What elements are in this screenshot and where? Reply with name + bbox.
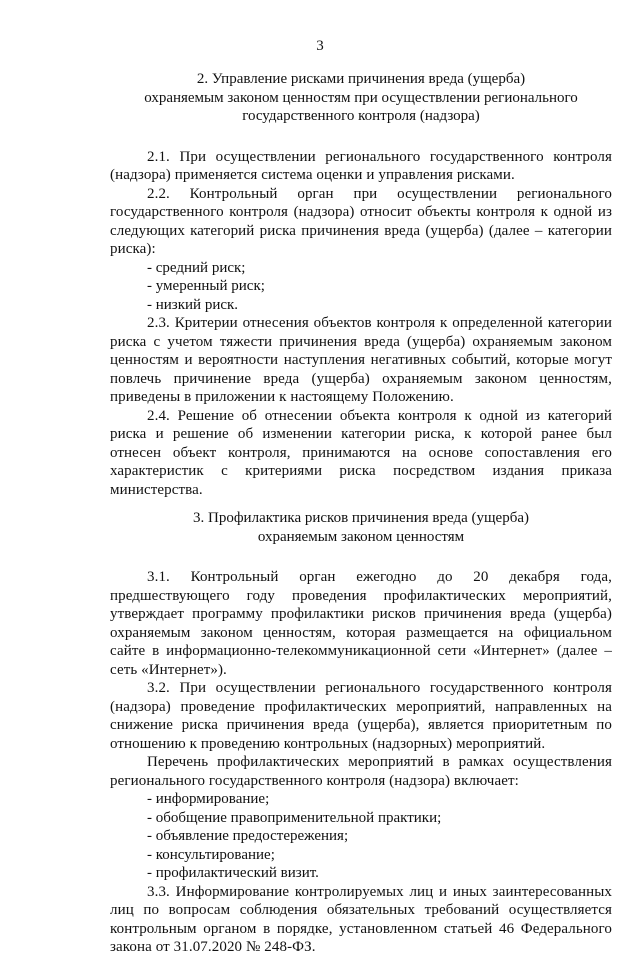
prevention-measure-item: - профилактический визит. (147, 865, 319, 881)
section-2-heading (110, 70, 612, 126)
paragraph-2-2: 2.2. Контрольный орган при осуществлении регионального государственного контроля (надзора) относит объекты контроля к одной из следующих категорий риска причинения вреда (ущерба) (далее – категории риска): (110, 185, 612, 257)
section-3-heading-line-1: 3. Профилактика рисков причинения вреда (ущерба) (193, 510, 529, 526)
prevention-measure-item: - информирование; (147, 791, 270, 807)
section-3-heading (110, 509, 612, 546)
paragraph-2-3: 2.3. Критерии отнесения объектов контроля к определенной категории риска с учетом тяжести причинения вреда (ущерба) охраняемым законом ценностям и вероятности наступления негативных событий, которые могут повлечь причинение вреда (ущерба) охраняемым законом ценностям, приведены в приложении к настоящему Положению. (110, 315, 612, 405)
prevention-measure-item: - объявление предостережения; (147, 828, 349, 844)
paragraph-2-1: 2.1. При осуществлении регионального государственного контроля (надзора) применяется система оценки и управления рисками. (110, 148, 612, 183)
paragraph-3-2: 3.2. При осуществлении регионального государственного контроля (надзора) проведение профилактических мероприятий, направленных на снижение риска причинения вреда (ущерба), является приоритетным по отношению к проведению контрольных (надзорных) мероприятий. (110, 680, 612, 752)
section-3-heading-line-2: охраняемым законом ценностям (257, 528, 465, 545)
document-body (110, 70, 612, 957)
prevention-list-intro: Перечень профилактических мероприятий в рамках осуществления регионального государственного контроля (надзора) включает: (110, 754, 612, 789)
risk-category-item: - умеренный риск; (147, 278, 265, 294)
section-2-heading-line-3: государственного контроля (надзора) (242, 108, 480, 124)
paragraph-3-3: 3.3. Информирование контролируемых лиц и иных заинтересованных лиц по вопросам соблюдения обязательных требований осуществляется контрольным органом в порядке, установленном статьей 46 Федерального закона от 31.07.2020 № 248-ФЗ. (110, 883, 612, 955)
prevention-measure-item: - обобщение правоприменительной практики; (147, 809, 442, 826)
risk-category-item: - средний риск; (147, 259, 246, 276)
prevention-measure-item: - консультирование; (147, 846, 275, 863)
page-number: 3 (316, 38, 324, 54)
section-2-heading-line-1: 2. Управление рисками причинения вреда (ущерба) (196, 71, 526, 87)
section-2-heading-line-2: охраняемым законом ценностям при осуществлении регионального (144, 89, 578, 106)
paragraph-3-1: 3.1. Контрольный орган ежегодно до 20 декабря года, предшествующего году проведения профилактических мероприятий, утверждает программу профилактики рисков причинения вреда (ущерба) охраняемым законом ценностям, которая размещается на официальном сайте в информационно-телекоммуникационной сети «Интернет» (далее – сеть «Интернет»). (110, 569, 612, 678)
paragraph-2-4: 2.4. Решение об отнесении объекта контроля к одной из категорий риска и решение об изменении категории риска, к которой ранее был отнесен объект контроля, принимаются на основе сопоставления его характеристик с критериями риска посредством издания приказа министерства. (110, 407, 612, 498)
risk-category-item: - низкий риск. (147, 296, 239, 313)
